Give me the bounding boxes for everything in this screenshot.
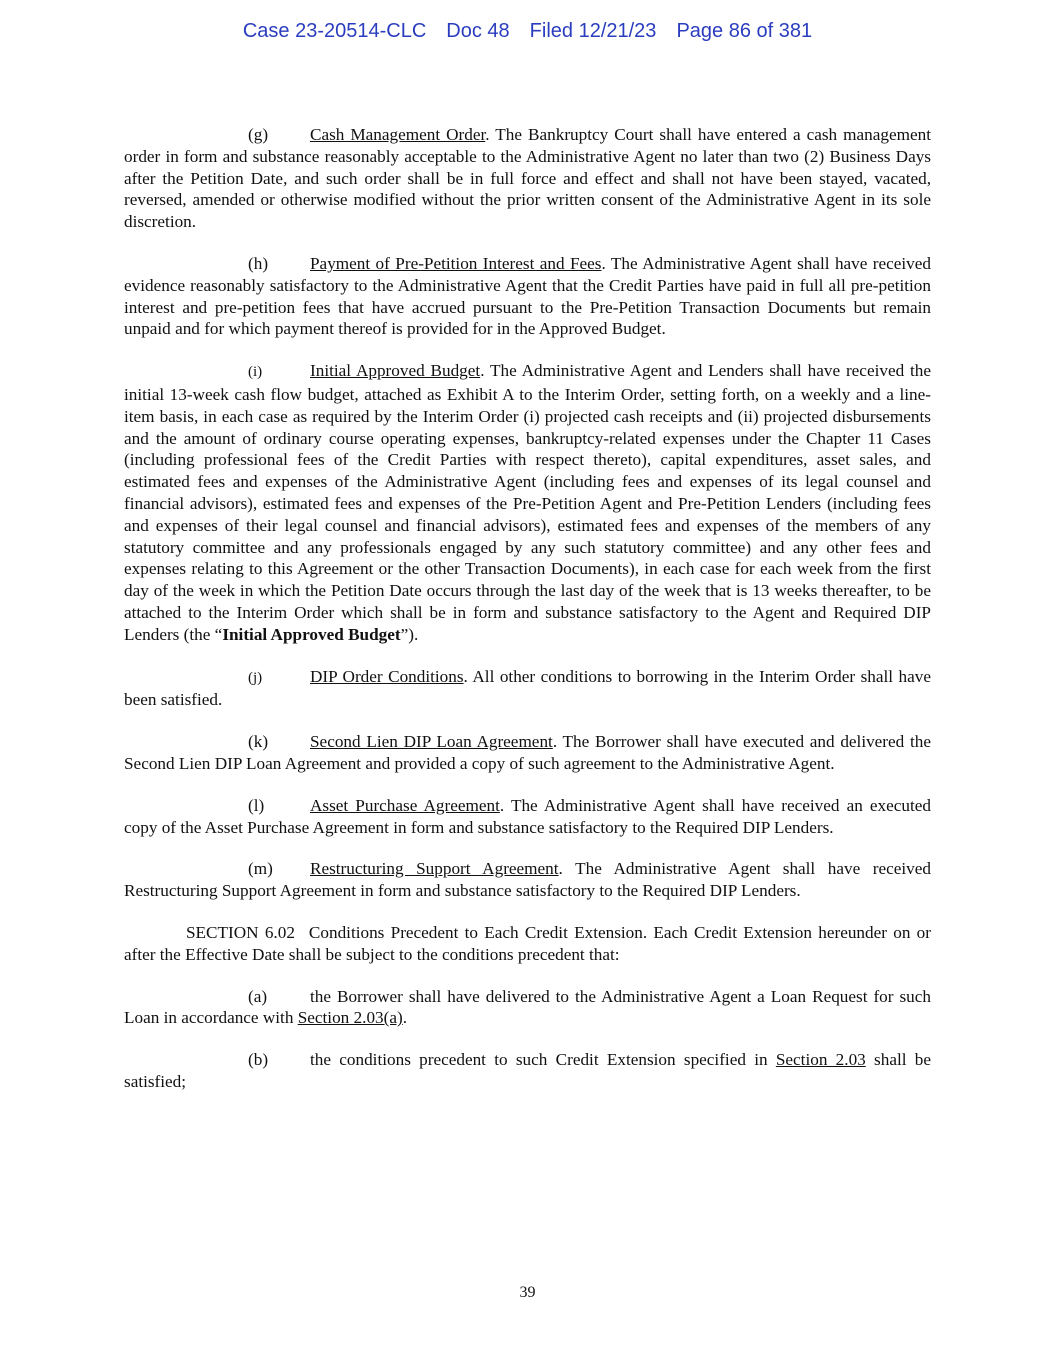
section-label: SECTION 6.02 (186, 922, 295, 942)
paragraph-label: (a) (248, 986, 268, 1006)
page-of: Page 86 of 381 (676, 20, 813, 42)
section-title: Conditions Precedent to Each Credit Extension (308, 922, 643, 942)
paragraph-text: the conditions precedent to such Credit Extension specified in (310, 1050, 776, 1070)
section-text: . Each Credit Extension hereunder on or after the Effective Date shall be subject to the conditions precedent that: (124, 922, 931, 964)
paragraph-text: . The Administrative Agent shall have received an executed copy of the Asset Purchase Agreement in form and substance satisfactory to the Required DIP Lenders. (124, 795, 931, 837)
doc-number: Doc 48 (446, 20, 510, 42)
section-reference: Section 2.03 (775, 1050, 866, 1070)
paragraph-h (124, 253, 931, 340)
paragraph-i (124, 360, 931, 645)
defined-term: Initial Approved Budget (222, 624, 401, 644)
paragraph-title: Restructuring Support Agreement (310, 859, 559, 879)
case-number: Case 23-20514-CLC (242, 20, 427, 42)
paragraph-m (124, 858, 931, 902)
paragraph-label: (l) (248, 795, 265, 815)
paragraph-label: (b) (248, 1050, 269, 1070)
paragraph-label: (m) (248, 859, 273, 879)
paragraph-title: DIP Order Conditions (310, 666, 464, 686)
paragraph-text: . The Borrower shall have executed and delivered the Second Lien DIP Loan Agreement and provided a copy of such agreement to the Administrative Agent. (124, 732, 931, 773)
paragraph-l (124, 795, 931, 839)
paragraph-text: . The Administrative Agent shall have received Restructuring Support Agreement in form and substance satisfactory to the Required DIP Lenders. (124, 859, 931, 901)
paragraph-title: Cash Management Order (310, 125, 486, 144)
paragraph-label: (i) (248, 364, 263, 381)
page-number: 39 (519, 1284, 536, 1301)
paragraph-g (124, 124, 931, 233)
paragraph-label: (k) (248, 732, 269, 752)
subparagraph-a (124, 986, 931, 1030)
paragraph-text: . The Bankruptcy Court shall have entered a cash management order in form and substance reasonably acceptable to the Administrative Agent no later than two (2) Business Days after the Petition Date, and such order shall be in full force and effect and shall not have been stayed, vacated, reversed, amended or otherwise modified without the prior written consent of the Administrative Agent in its sole discretion. (124, 125, 931, 232)
filed-date: Filed 12/21/23 (529, 20, 657, 42)
paragraph-title: Payment of Pre-Petition Interest and Fees (310, 253, 602, 273)
paragraph-text: . The Administrative Agent shall have received evidence reasonably satisfactory to the Administrative Agent that the Credit Parties have paid in full all pre-petition interest and pre-petition fees that have accrued pursuant to the Pre-Petition Transaction Documents but remain unpaid and for which payment thereof is provided for in the Approved Budget. (124, 253, 931, 339)
paragraph-label: (h) (248, 253, 269, 273)
case-header (0, 20, 1055, 43)
paragraph-k (124, 731, 931, 775)
paragraph-text-end: ”). (400, 624, 419, 644)
paragraph-label: (g) (248, 125, 269, 144)
section-6-02 (124, 922, 931, 966)
paragraph-title: Initial Approved Budget (310, 361, 481, 381)
paragraph-text: . The Administrative Agent and Lenders shall have received the initial 13-week cash flow budget, attached as Exhibit A to the Interim Order, setting forth, on a weekly and a line-item basis, in each case as required by the Interim Order (i) projected cash receipts and (ii) projected disbursements and the amount of ordinary course operating expenses, bankruptcy-related expenses under the Chapter 11 Cases (including professional fees of the Credit Parties with respect thereto), capital expenditures, asset sales, and estimated fees and expenses of the Administrative Agent (including fees and expenses of its legal counsel and financial advisors), estimated fees and expenses of the Pre-Petition Agent and Pre-Petition Lenders (including fees and expenses of their legal counsel and financial advisors), estimated fees and expenses of the members of any statutory committee and any professionals engaged by any such statutory committee) and any other fees and expenses relating to this Agreement or the other Transaction Documents), in each case for each week from the first day of the week in which the Petition Date occurs through the last day of the week that is 13 weeks thereafter, to be attached to the Interim Order which shall be in form and substance satisfactory to the Agent and Required DIP Lenders (the “ (124, 361, 932, 644)
paragraph-label: (j) (248, 669, 263, 686)
paragraph-title: Asset Purchase Agreement (310, 795, 500, 815)
paragraph-text-end: shall be satisfied; (124, 1050, 931, 1091)
subparagraph-b (124, 1049, 931, 1093)
paragraph-text: the Borrower shall have delivered to the Administrative Agent a Loan Request for such Loan in accordance with (124, 986, 931, 1028)
paragraph-text: . All other conditions to borrowing in the Interim Order shall have been satisfied. (124, 666, 931, 710)
paragraph-j (124, 666, 931, 712)
document-body (124, 124, 931, 1113)
paragraph-title: Second Lien DIP Loan Agreement (310, 732, 553, 752)
paragraph-text-end: . (402, 1008, 408, 1028)
section-reference: Section 2.03(a) (297, 1008, 403, 1028)
